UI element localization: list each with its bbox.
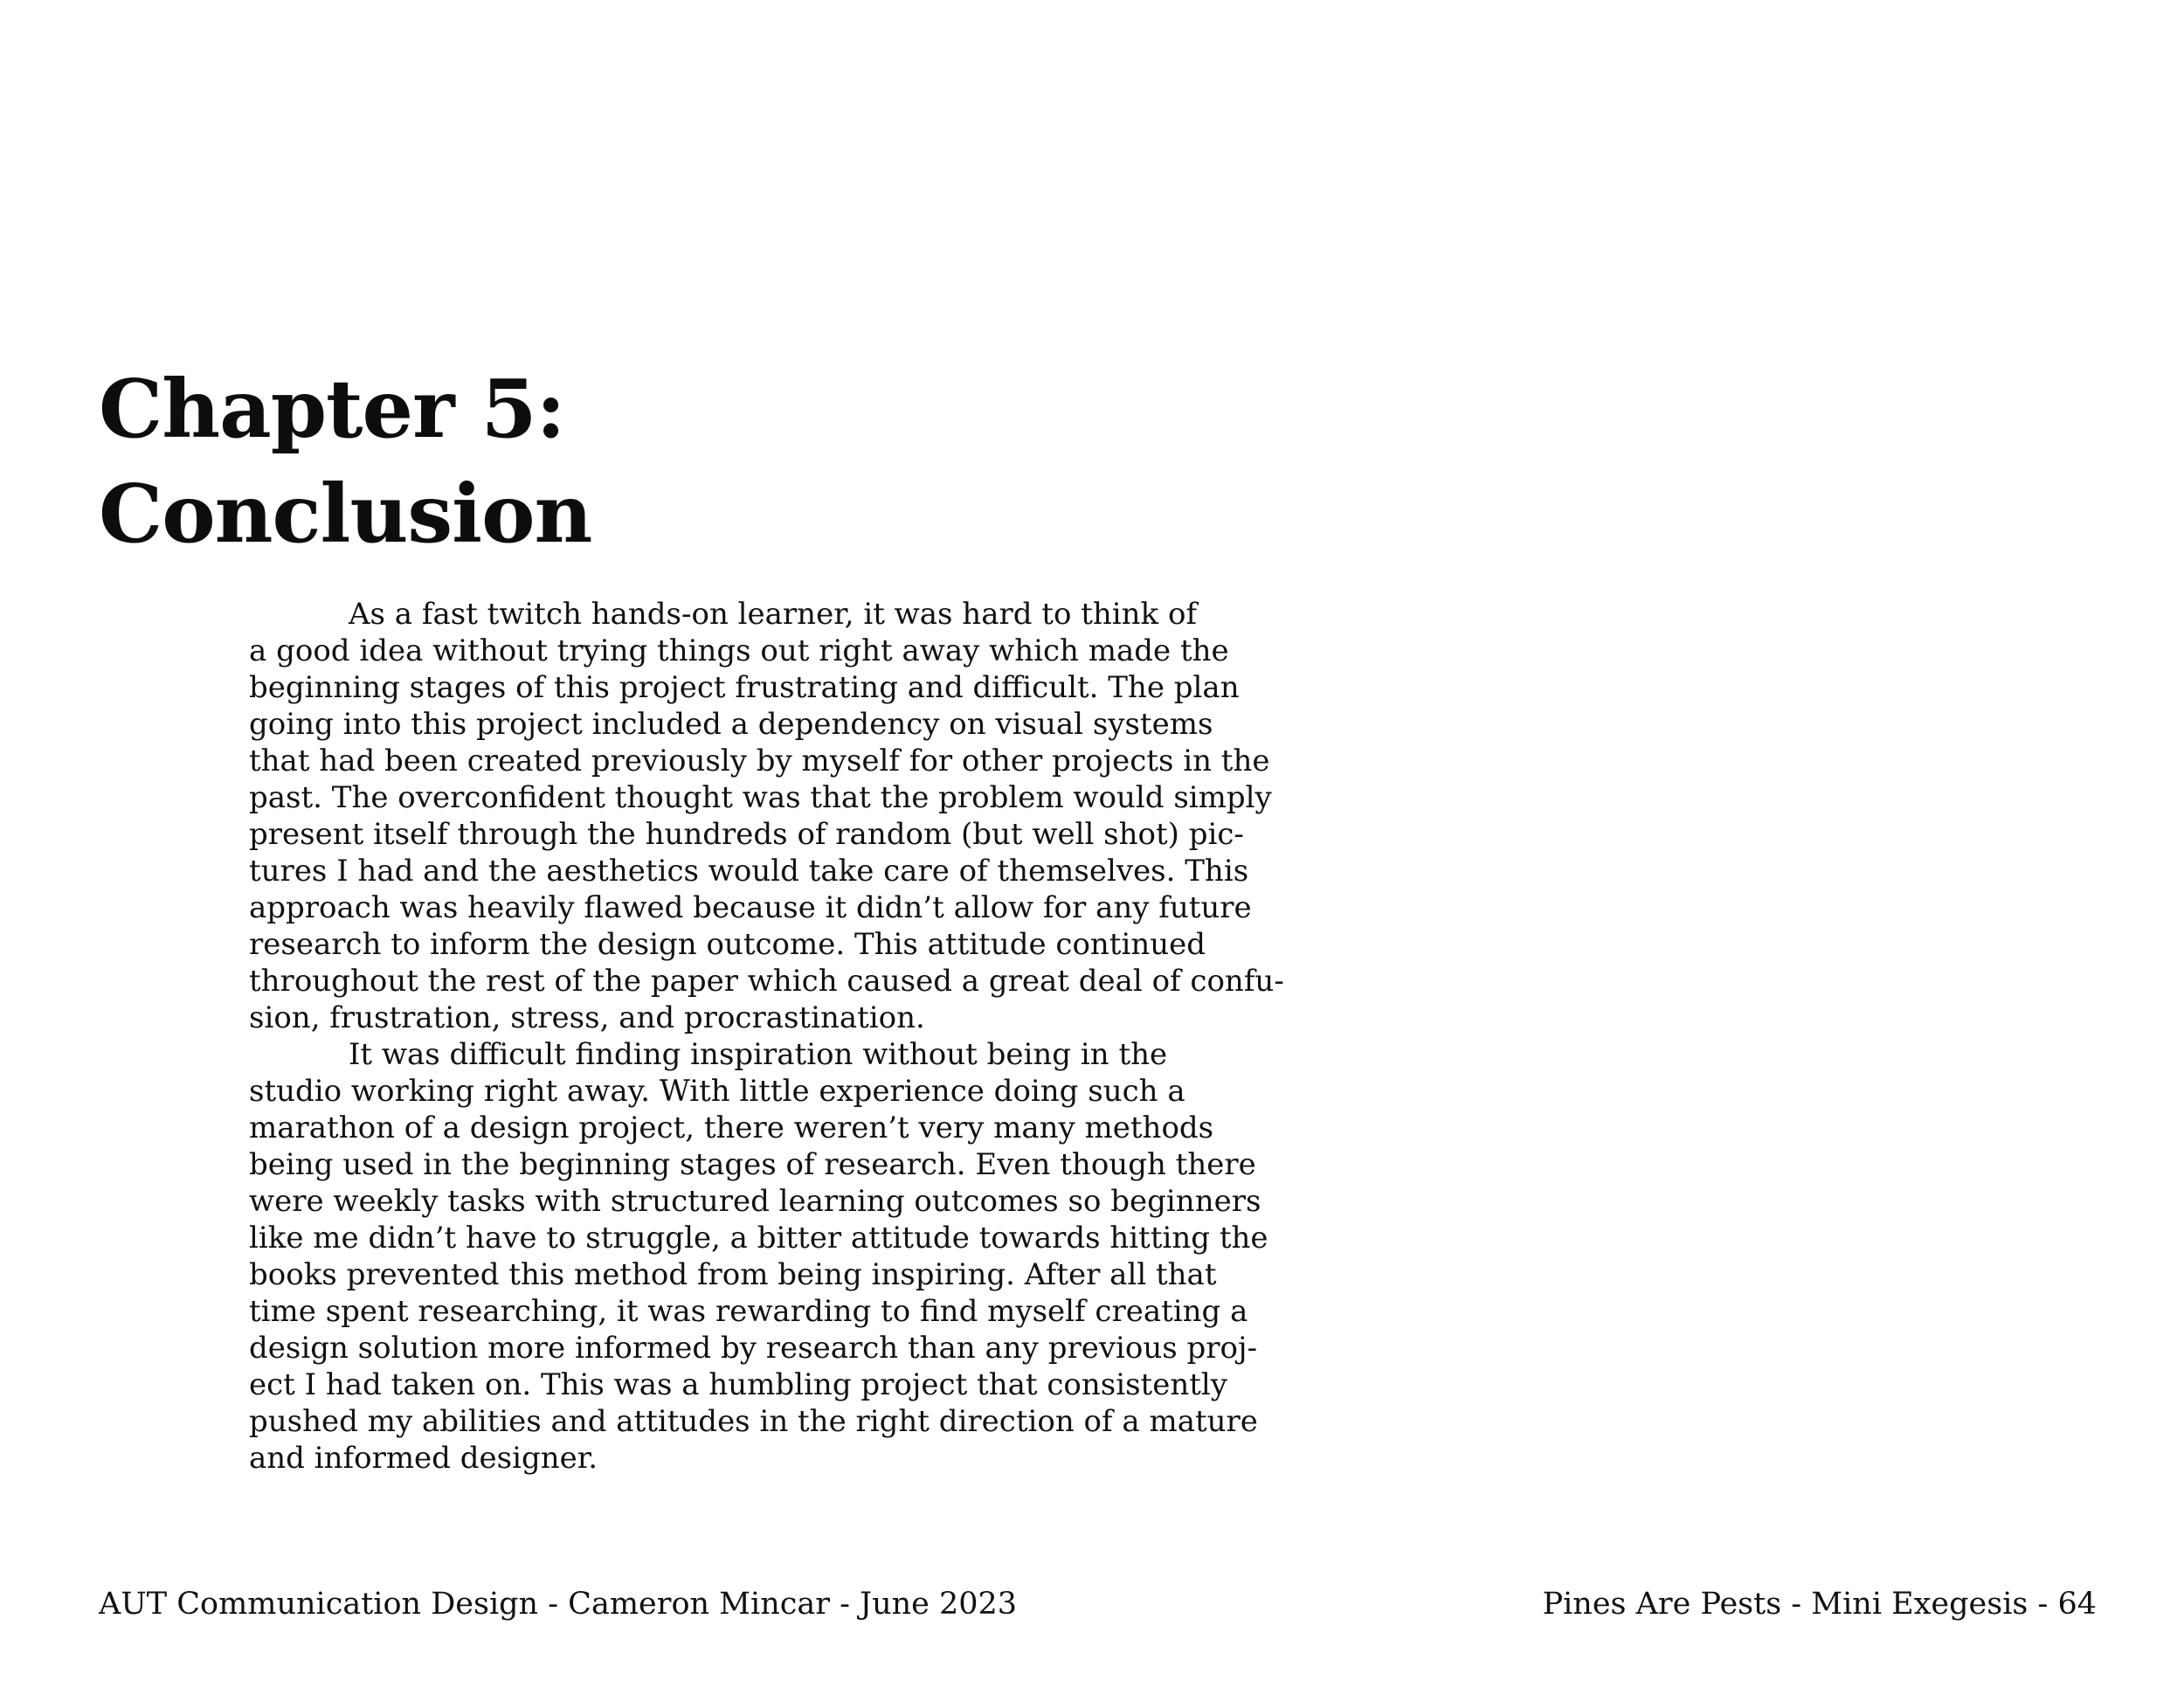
text-line: like me didn’t have to struggle, a bitter attitude towards hitting the	[249, 1221, 1268, 1256]
footer-right: Pines Are Pests - Mini Exegesis - 64	[1542, 1587, 2097, 1622]
text-line: sion, frustration, stress, and procrastination.	[249, 1000, 925, 1035]
text-line: books prevented this method from being inspiring. After all that	[249, 1257, 1217, 1292]
body-text	[249, 596, 1284, 1477]
text-line: approach was heavily flawed because it didn’t allow for any future	[249, 890, 1252, 925]
text-line: and informed designer.	[249, 1441, 598, 1476]
text-line: design solution more informed by research than any previous proj-	[249, 1331, 1258, 1366]
text-line: tures I had and the aesthetics would take care of themselves. This	[249, 854, 1249, 889]
paragraph-1	[249, 596, 1284, 1036]
chapter-title-line-1: Chapter 5:	[99, 362, 565, 456]
text-line: It was difficult finding inspiration without being in the	[349, 1037, 1168, 1072]
text-line: that had been created previously by myself for other projects in the	[249, 744, 1270, 778]
text-line: studio working right away. With little experience doing such a	[249, 1074, 1185, 1109]
text-line: time spent researching, it was rewarding to find myself creating a	[249, 1294, 1248, 1329]
text-line: going into this project included a dependency on visual systems	[249, 707, 1213, 742]
paragraph-2	[249, 1036, 1280, 1477]
text-line: being used in the beginning stages of research. Even though there	[249, 1147, 1256, 1182]
footer-left: AUT Communication Design - Cameron Mincar - June 2023	[99, 1587, 1018, 1622]
text-line: marathon of a design project, there weren’t very many methods	[249, 1110, 1214, 1145]
text-line: past. The overconfident thought was that the problem would simply	[249, 780, 1272, 815]
text-line: pushed my abilities and attitudes in the right direction of a mature	[249, 1404, 1258, 1439]
text-line: a good idea without trying things out right away which made the	[249, 633, 1229, 668]
text-line: research to inform the design outcome. This attitude continued	[249, 927, 1206, 962]
text-line: throughout the rest of the paper which caused a great deal of confu-	[249, 964, 1284, 999]
text-line: As a fast twitch hands-on learner, it was hard to think of	[349, 597, 1198, 632]
text-line: beginning stages of this project frustrating and difficult. The plan	[249, 670, 1240, 705]
text-line: present itself through the hundreds of random (but well shot) pic-	[249, 817, 1244, 852]
chapter-title-line-2: Conclusion	[99, 467, 592, 561]
text-line: ect I had taken on. This was a humbling project that consistently	[249, 1367, 1227, 1402]
text-line: were weekly tasks with structured learning outcomes so beginners	[249, 1184, 1261, 1219]
chapter-title	[99, 356, 591, 566]
